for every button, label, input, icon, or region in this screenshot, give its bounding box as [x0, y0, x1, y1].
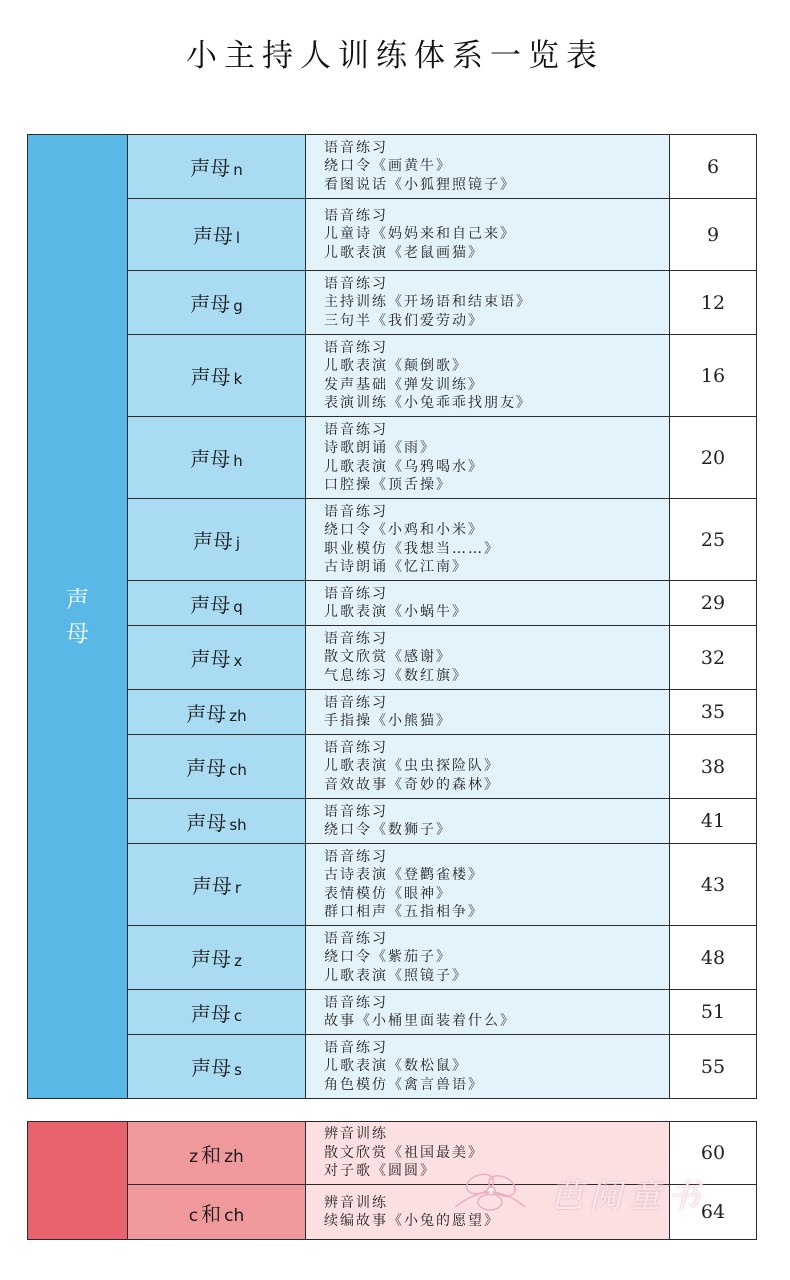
lesson-item[interactable]: 职业模仿《我想当……》	[324, 540, 500, 557]
lesson-item[interactable]: 续编故事《小兔的愿望》	[324, 1213, 500, 1229]
group-label-shengmu	[28, 135, 128, 1099]
lesson-item[interactable]: 表演训练《小兔乖乖找朋友》	[324, 395, 532, 411]
lesson-item[interactable]: 语音练习	[324, 585, 388, 602]
page-number: 55	[670, 1035, 757, 1099]
lesson-item[interactable]: 看图说话《小狐狸照镜子》	[324, 176, 516, 193]
page-number: 32	[670, 626, 757, 690]
lesson-item[interactable]: 古诗朗诵《忆江南》	[324, 559, 468, 575]
section-name	[128, 135, 306, 199]
section-name	[128, 1035, 306, 1099]
lesson-item[interactable]: 语音练习	[324, 694, 388, 711]
page-number: 9	[670, 199, 757, 271]
lesson-item[interactable]: 表情模仿《眼神》	[324, 885, 452, 902]
section-items	[306, 1185, 670, 1240]
lesson-item[interactable]: 散文欣赏《感谢》	[324, 649, 452, 666]
lesson-item[interactable]: 儿歌表演《乌鸦喝水》	[324, 458, 484, 475]
section-pinyin: sh	[229, 815, 247, 834]
section-pinyin-b: zh	[224, 1146, 244, 1167]
section-items	[306, 199, 670, 271]
section-name	[128, 690, 306, 735]
lesson-item[interactable]: 绕口令《小鸡和小米》	[324, 522, 484, 538]
section-title: 声母	[186, 756, 227, 780]
lesson-item[interactable]: 语音练习	[324, 739, 388, 756]
lesson-item[interactable]: 语音练习	[324, 994, 388, 1011]
lesson-item[interactable]: 群口相声《五指相争》	[324, 904, 484, 920]
lesson-item[interactable]: 儿歌表演《虫虫探险队》	[324, 758, 500, 775]
bianyin-table	[27, 1121, 757, 1240]
section-pinyin: zh	[229, 706, 247, 725]
section-title: 声母	[190, 156, 231, 180]
table-row	[28, 417, 757, 499]
section-pinyin: k	[233, 370, 243, 388]
table-row	[28, 1122, 757, 1185]
section-title: 声母	[190, 447, 231, 471]
section-title: 声母	[191, 1056, 232, 1080]
section-title: 声母	[191, 874, 232, 898]
section-name	[128, 335, 306, 417]
page-number: 20	[670, 417, 757, 499]
section-title: 声母	[190, 365, 231, 389]
lesson-item[interactable]: 发声基础《弹发训练》	[324, 376, 484, 393]
lesson-item[interactable]: 儿歌表演《数松鼠》	[324, 1058, 468, 1075]
section-name	[128, 1185, 306, 1240]
section-items	[306, 690, 670, 735]
page-number: 48	[670, 926, 757, 990]
page-number: 16	[670, 335, 757, 417]
page-title: 小主持人训练体系一览表	[186, 38, 604, 74]
section-pinyin: n	[233, 161, 243, 179]
section-items	[306, 499, 670, 581]
page-number: 35	[670, 690, 757, 735]
section-name	[128, 417, 306, 499]
section-items	[306, 990, 670, 1035]
table-row	[28, 335, 757, 417]
shengmu-table	[27, 134, 757, 1099]
section-name	[128, 626, 306, 690]
section-name	[128, 926, 306, 990]
section-pinyin-a: z	[189, 1146, 199, 1167]
section-pinyin: h	[233, 452, 243, 470]
table-row	[28, 135, 757, 199]
page-number: 64	[670, 1185, 757, 1240]
page-number: 60	[670, 1122, 757, 1185]
page-number: 38	[670, 735, 757, 799]
section-pinyin: l	[235, 229, 241, 247]
table-row	[28, 990, 757, 1035]
section-pinyin: z	[234, 952, 242, 970]
section-name	[128, 735, 306, 799]
lesson-item[interactable]: 手指操《小熊猫》	[324, 713, 452, 729]
lesson-item[interactable]: 语音练习	[324, 1039, 388, 1056]
table-row	[28, 690, 757, 735]
section-items	[306, 1035, 670, 1099]
section-items	[306, 626, 670, 690]
lesson-item[interactable]: 散文欣赏《祖国最美》	[324, 1144, 484, 1161]
section-title: 声母	[191, 947, 232, 971]
section-name	[128, 1122, 306, 1185]
page-number: 12	[670, 271, 757, 335]
table-row	[28, 844, 757, 926]
page-number: 25	[670, 499, 757, 581]
section-pinyin: ch	[229, 761, 247, 779]
lesson-item[interactable]: 三句半《我们爱劳动》	[324, 312, 484, 329]
section-name	[128, 844, 306, 926]
group-label-char: 声	[66, 586, 89, 613]
section-title: 声母	[186, 701, 227, 726]
section-items	[306, 135, 670, 199]
section-items	[306, 271, 670, 335]
section-title: 声母	[190, 292, 231, 316]
lesson-item[interactable]: 儿歌表演《照镜子》	[324, 967, 468, 984]
section-name	[128, 799, 306, 844]
section-pinyin-b: ch	[224, 1205, 245, 1226]
section-items	[306, 735, 670, 799]
section-name	[128, 199, 306, 271]
page-number: 51	[670, 990, 757, 1035]
lesson-item[interactable]: 语音练习	[324, 139, 388, 156]
table-row	[28, 271, 757, 335]
section-title: 声母	[186, 810, 227, 835]
lesson-item[interactable]: 绕口令《画黄牛》	[324, 158, 452, 175]
section-title: 声母	[190, 592, 231, 617]
watermark-text: 芭阅童书	[550, 1176, 706, 1215]
section-items	[306, 844, 670, 926]
lesson-item[interactable]: 语音练习	[324, 848, 388, 865]
lesson-item[interactable]: 绕口令《数狮子》	[324, 822, 452, 838]
lesson-item[interactable]: 语音练习	[324, 207, 388, 224]
lesson-item[interactable]: 角色模仿《禽言兽语》	[324, 1076, 484, 1093]
lesson-item[interactable]: 对子歌《圆圆》	[324, 1163, 436, 1180]
section-pinyin: j	[235, 534, 241, 552]
table-row	[28, 1035, 757, 1099]
lesson-item[interactable]: 语音练习	[324, 421, 388, 438]
page-number: 6	[670, 135, 757, 199]
section-pinyin: c	[233, 1006, 243, 1025]
section-name	[128, 271, 306, 335]
lesson-item[interactable]: 语音练习	[324, 275, 388, 292]
section-pinyin: s	[234, 1061, 242, 1079]
lesson-item[interactable]: 儿歌表演《小蜗牛》	[324, 604, 468, 620]
lesson-item[interactable]: 主持训练《开场语和结束语》	[324, 294, 532, 311]
page-number: 41	[670, 799, 757, 844]
lesson-item[interactable]: 口腔操《顶舌操》	[324, 477, 452, 493]
table-row	[28, 626, 757, 690]
lesson-item[interactable]: 气息练习《数红旗》	[324, 667, 468, 684]
lesson-item[interactable]: 儿歌表演《颠倒歌》	[324, 358, 468, 374]
lesson-item[interactable]: 儿歌表演《老鼠画猫》	[324, 244, 484, 261]
lesson-item[interactable]: 语音练习	[324, 503, 388, 520]
page-number: 29	[670, 581, 757, 626]
section-pinyin-a: c	[188, 1205, 199, 1226]
section-name	[128, 581, 306, 626]
lesson-item[interactable]: 语音练习	[324, 339, 388, 356]
lesson-item[interactable]: 绕口令《紫茄子》	[324, 949, 452, 966]
lesson-item[interactable]: 古诗表演《登鹳雀楼》	[324, 867, 484, 883]
section-title: 声母	[190, 1001, 231, 1026]
group-label-char: 母	[66, 620, 89, 647]
section-name	[128, 499, 306, 581]
table-row	[28, 581, 757, 626]
table-row	[28, 735, 757, 799]
lesson-item[interactable]: 诗歌朗诵《雨》	[324, 440, 436, 456]
page-number: 43	[670, 844, 757, 926]
section-title: 声母	[192, 224, 233, 248]
lesson-item[interactable]: 儿童诗《妈妈来和自己来》	[324, 226, 516, 243]
section-connector: 和	[201, 1142, 222, 1167]
section-title: 声母	[192, 529, 233, 553]
table-row	[28, 1185, 757, 1240]
section-pinyin: x	[233, 652, 243, 670]
lesson-item[interactable]: 辨音训练	[324, 1194, 388, 1211]
section-pinyin: q	[233, 597, 243, 616]
section-items	[306, 799, 670, 844]
table-row	[28, 926, 757, 990]
section-items	[306, 1122, 670, 1185]
section-items	[306, 335, 670, 417]
table-row	[28, 499, 757, 581]
lesson-item[interactable]: 故事《小桶里面装着什么》	[324, 1013, 516, 1029]
lesson-item[interactable]: 语音练习	[324, 930, 388, 947]
section-items	[306, 926, 670, 990]
lesson-item[interactable]: 音效故事《奇妙的森林》	[324, 776, 500, 793]
lesson-item[interactable]: 辨音训练	[324, 1126, 388, 1143]
table-row	[28, 799, 757, 844]
section-items	[306, 417, 670, 499]
table-row	[28, 199, 757, 271]
lesson-item[interactable]: 语音练习	[324, 630, 388, 647]
section-items	[306, 581, 670, 626]
section-name	[128, 990, 306, 1035]
section-pinyin: g	[233, 297, 243, 315]
section-title: 声母	[190, 647, 231, 671]
section-connector: 和	[201, 1201, 222, 1226]
lesson-item[interactable]: 语音练习	[324, 803, 388, 820]
section-pinyin: r	[234, 879, 242, 897]
group-label-bianyin	[28, 1122, 128, 1240]
